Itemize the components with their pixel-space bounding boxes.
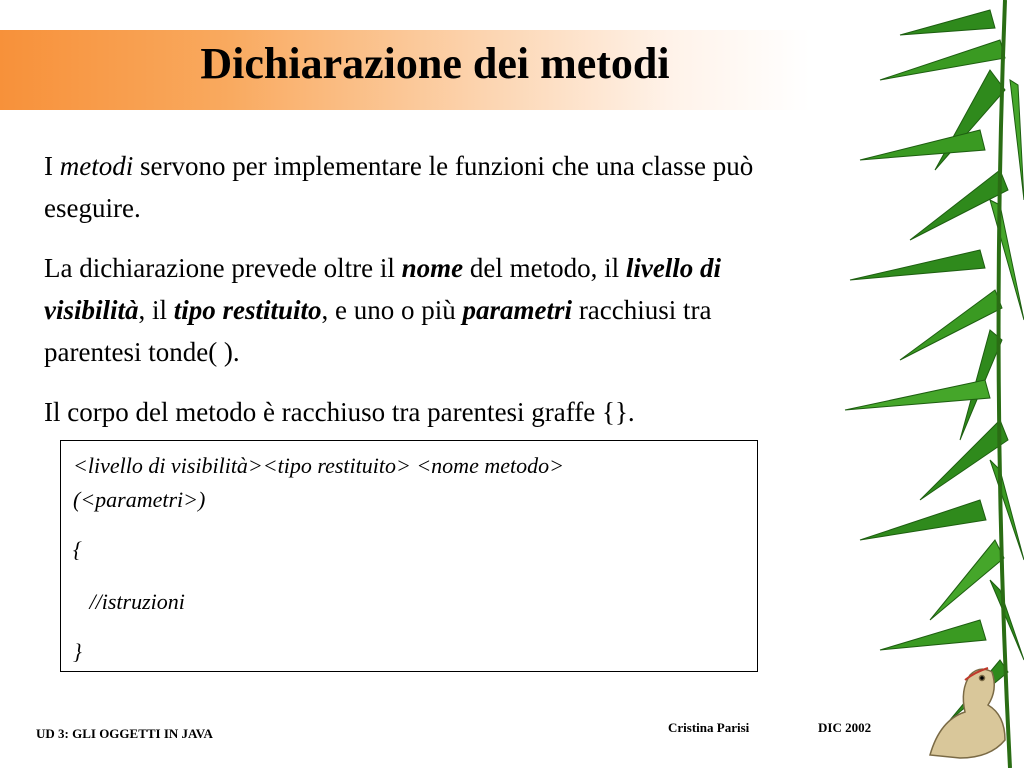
- p2-text-g: , e uno o più: [321, 295, 463, 325]
- bamboo-decoration: [840, 0, 1024, 768]
- code-line-close-brace: }: [73, 639, 82, 664]
- code-line-params: (<parametri>): [73, 487, 206, 512]
- p1-text-c: servono per implementare le funzioni che una classe può eseguire.: [44, 151, 754, 223]
- p1-term-metodi: metodi: [59, 151, 134, 181]
- p1-text-a: I: [44, 151, 60, 181]
- p2-term-visibilita: livello di visibilità: [44, 253, 722, 325]
- footer-date: DIC 2002: [818, 720, 872, 735]
- paragraph-3: Il corpo del metodo è racchiuso tra parentesi graffe {}.: [44, 397, 635, 427]
- code-line-signature: <livello di visibilità><tipo restituito> <nome metodo>: [73, 453, 564, 478]
- p2-term-tipo: tipo restituito: [173, 295, 322, 325]
- code-line-comment: //istruzioni: [73, 589, 185, 614]
- p2-text-c: del metodo, il: [463, 253, 626, 283]
- paragraph-2: [44, 247, 804, 373]
- footer-author: Cristina Parisi: [668, 720, 750, 735]
- code-box: [60, 440, 758, 672]
- p2-term-parametri: parametri: [462, 295, 573, 325]
- p2-text-i: racchiusi tra parentesi tonde( ).: [44, 295, 712, 367]
- dinosaur-icon: [930, 668, 1005, 758]
- code-line-open-brace: {: [73, 537, 82, 562]
- p2-term-nome: nome: [401, 253, 464, 283]
- footer-course: UD 3: GLI OGGETTI IN JAVA: [36, 726, 213, 741]
- slide-title: Dichiarazione dei metodi: [200, 39, 670, 88]
- slide-body: [44, 145, 804, 451]
- paragraph-1: [44, 145, 804, 229]
- p2-text-a: La dichiarazione prevede oltre il: [44, 253, 402, 283]
- bamboo-stalk: [999, 0, 1010, 768]
- p2-text-e: , il: [138, 295, 174, 325]
